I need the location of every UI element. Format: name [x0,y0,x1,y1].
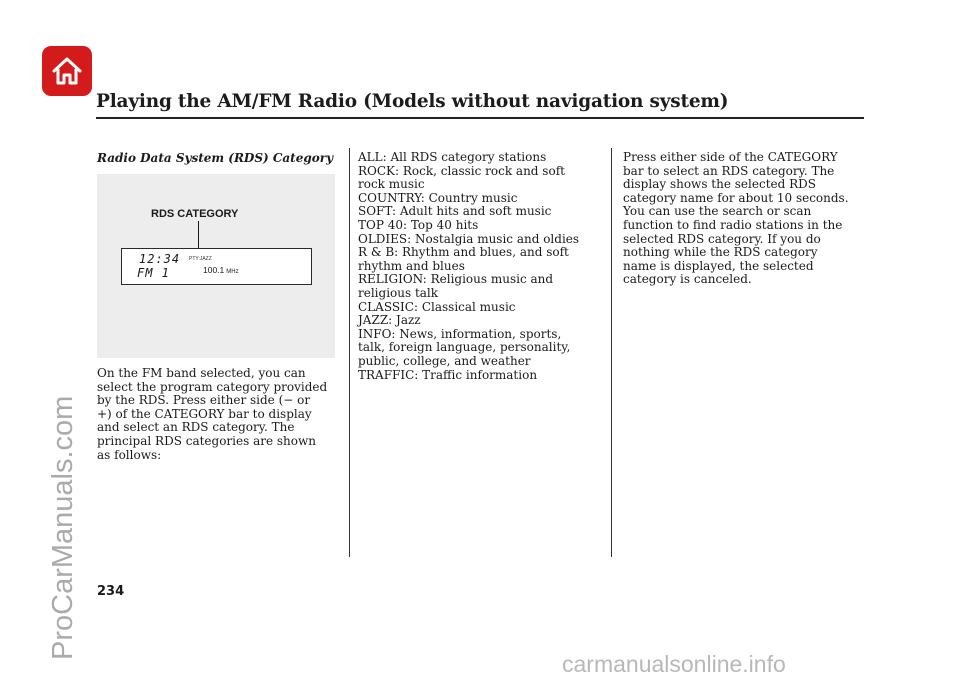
category-line: religious talk [358,285,439,300]
category-line: COUNTRY: Country music [358,190,518,205]
frequency-value: 100.1 [203,265,225,275]
category-line: rock music [358,177,425,192]
text-line: and select an RDS category. The [97,420,295,435]
text-line: nothing while the RDS category [623,245,818,260]
text-line: by the RDS. Press either side (− or [97,393,311,408]
text-line: display shows the selected RDS [623,177,816,192]
display-frequency [203,265,239,275]
category-line: R & B: Rhythm and blues, and soft [358,245,569,260]
category-line: RELIGION: Religious music and [358,272,554,287]
category-line: talk, foreign language, personality, [358,340,571,355]
text-line: as follows: [97,447,162,462]
frequency-unit: MHz [226,269,239,275]
text-line: bar to select an RDS category. The [623,163,835,178]
radio-display [121,248,312,285]
category-line: JAZZ: Jazz [358,313,421,328]
text-line: principal RDS categories are shown [97,433,316,448]
text-line: You can use the search or scan [623,204,812,219]
category-line: public, college, and weather [358,353,531,368]
home-button[interactable] [42,46,92,96]
column-1-text [97,367,327,462]
text-line: Press either side of the CATEGORY [623,150,838,164]
category-line: ALL: All RDS category stations [358,150,547,164]
category-line: INFO: News, information, sports, [358,326,562,341]
text-line: function to find radio stations in the [623,217,843,232]
text-line: On the FM band selected, you can [97,366,306,380]
home-icon [49,53,85,89]
category-line: CLASSIC: Classical music [358,299,516,314]
watermark-vertical: ProCarManuals.com [47,395,79,660]
text-line: name is displayed, the selected [623,258,814,273]
category-line: ROCK: Rock, classic rock and soft [358,163,565,178]
text-line: category name for about 10 seconds. [623,190,849,205]
category-line: OLDIES: Nostalgia music and oldies [358,231,580,246]
rds-display-figure [97,174,335,358]
category-line: TRAFFIC: Traffic information [358,367,538,382]
header-divider [96,117,864,119]
watermark-bottom: carmanualsonline.info [562,651,786,677]
text-line: selected RDS category. If you do [623,231,821,246]
rds-category-list [358,151,579,382]
page-title: Playing the AM/FM Radio (Models without navigation system) [96,91,729,112]
display-band: FM 1 [137,266,170,280]
text-line: select the program category provided [97,379,328,394]
category-line: SOFT: Adult hits and soft music [358,204,552,219]
column-divider-1 [349,148,350,557]
category-line: rhythm and blues [358,258,465,273]
column-divider-2 [611,148,612,557]
display-pty: PTY:JAZZ [189,256,212,262]
callout-label: RDS CATEGORY [151,208,239,220]
page-number: 234 [97,584,125,599]
column-3-text [623,151,849,287]
section-heading: Radio Data System (RDS) Category [97,151,334,165]
text-line: category is canceled. [623,272,752,287]
category-line: TOP 40: Top 40 hits [358,217,479,232]
display-clock: 12:34 [139,252,181,266]
text-line: +) of the CATEGORY bar to display [97,406,312,421]
